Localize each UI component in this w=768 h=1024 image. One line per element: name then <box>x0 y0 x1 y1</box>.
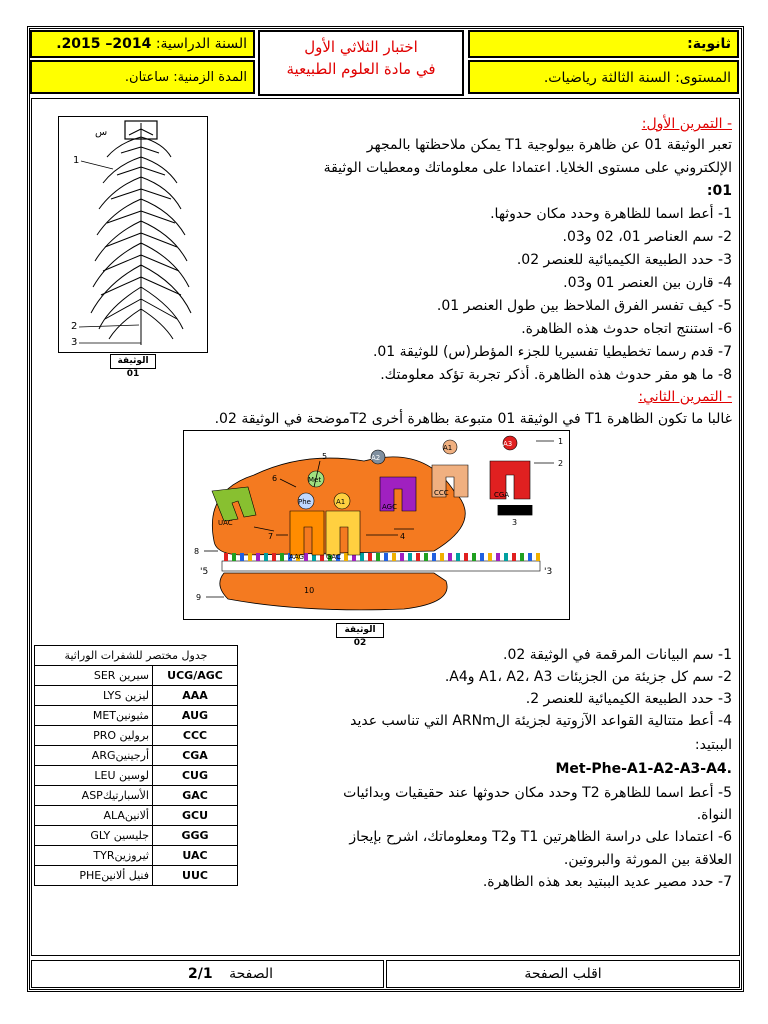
codon-cell: GAC <box>153 786 238 806</box>
duration-box <box>30 60 255 94</box>
amino-acid-cell: سيرين SER <box>35 666 153 686</box>
table-row <box>35 826 238 846</box>
ex1-question-4: 4- قارن بين العنصر 01 و03. <box>563 275 732 291</box>
ex2-question-5: 5- أعط اسما للظاهرة T2 وحدد مكان حدوثها عند حقيقيات وبدائيات <box>343 785 732 801</box>
codon-cell: UUC <box>153 866 238 886</box>
end-5-label: '5 <box>200 567 209 577</box>
duration-label: المدة الزمنية: ساعتان. <box>124 70 247 85</box>
mrna-nucleotide <box>408 553 412 561</box>
ribosome-small-subunit <box>220 573 447 610</box>
amino-acid-cell: ألانينALA <box>35 806 153 826</box>
site-a-aa: A1 <box>336 498 346 506</box>
mrna-nucleotide <box>232 553 236 561</box>
free-trna-3-aa: A2 <box>371 454 381 462</box>
codon-cell: GCU <box>153 806 238 826</box>
free-trna-1-aa: A3 <box>503 440 513 448</box>
table-row <box>35 746 238 766</box>
ex1-question-5: 5- كيف تفسر الفرق الملاحظ بين طول العنصر 01. <box>436 298 732 314</box>
leaving-trna-anticodon: UAC <box>218 519 233 527</box>
amino-acid-cell: لوسين LEU <box>35 766 153 786</box>
mrna-nucleotide <box>456 553 460 561</box>
year-value: 2014– 2015. <box>56 36 152 52</box>
mrna-nucleotide <box>400 553 404 561</box>
exercise-2-intro: غالبا ما تكون الظاهرة T1 في الوثيقة 01 متبوعة بظاهرة أخرى T2موضحة في الوثيقة 02. <box>214 411 732 427</box>
amino-acid-cell: ثيروزينTYR <box>35 846 153 866</box>
translation-diagram <box>184 431 569 619</box>
year-box <box>30 30 255 58</box>
page-value: 2/1 <box>188 966 213 982</box>
exercise-1-intro-2: الإلكتروني على مستوى الخلايا. اعتمادا على معلوماتك ومعطيات الوثيقة <box>323 160 732 176</box>
turn-page-label: اقلب الصفحة <box>524 966 602 982</box>
ex2-question-4: 4- أعط متتالية القواعد الآزوتية لجزيئة الARNm التي تناسب عديد <box>350 713 732 729</box>
mrna-nucleotide <box>240 553 244 561</box>
mrna-nucleotide <box>472 553 476 561</box>
exam-title-line1: اختبار الثلاثي الأول <box>304 38 418 56</box>
exam-title-line2: في مادة العلوم الطبيعية <box>286 60 436 78</box>
table-row <box>35 706 238 726</box>
mrna-strand <box>222 553 540 571</box>
figure-2 <box>183 430 570 620</box>
amino-acid-cell: ليزين LYS <box>35 686 153 706</box>
site-p-anticodon: AAG <box>289 553 305 561</box>
mrna-nucleotide <box>384 553 388 561</box>
level-box <box>468 60 739 94</box>
mrna-nucleotide <box>416 553 420 561</box>
table-row <box>35 806 238 826</box>
table-row <box>35 846 238 866</box>
figure-2-caption: الوثيقة 02 <box>336 623 384 638</box>
mrna-nucleotide <box>392 553 396 561</box>
mrna-nucleotide <box>440 553 444 561</box>
table-title: جدول مختصر للشفرات الوراثية <box>35 646 238 666</box>
table-row <box>35 766 238 786</box>
mrna-nucleotide <box>368 553 372 561</box>
ex1-question-6: 6- استنتج اتجاه حدوث هذه الظاهرة. <box>521 321 732 337</box>
ex1-question-3: 3- حدد الطبيعة الكيميائية للعنصر 02. <box>516 252 732 268</box>
figure-1 <box>58 116 208 353</box>
page-label: الصفحة <box>229 966 273 982</box>
fig1-label-3: 3 <box>71 337 78 348</box>
trna-free-1 <box>490 436 530 499</box>
exercise-2-title: - التمرين الثاني: <box>638 389 732 405</box>
mrna-nucleotide <box>256 553 260 561</box>
fig2-label-6: 6 <box>272 474 278 483</box>
mrna-nucleotide <box>272 553 276 561</box>
ex2-question-2: 2- سم كل جزيئة من الجزيئات A1، A2، A3 وA4. <box>444 669 732 685</box>
free-trna-2-aa: A1 <box>443 444 453 452</box>
mrna-nucleotide <box>464 553 468 561</box>
codon-cell: AAA <box>153 686 238 706</box>
footer-turn-page <box>386 960 740 988</box>
fig2-label-7: 7 <box>268 532 274 541</box>
mrna-nucleotide <box>280 553 284 561</box>
table-header-row <box>35 646 238 666</box>
fig2-label-3: 3 <box>512 518 518 527</box>
fig2-label-2: 2 <box>558 459 564 468</box>
mrna-nucleotide <box>376 553 380 561</box>
free-trna-2-anticodon: CCC <box>434 489 449 497</box>
box-label-s: س <box>95 127 108 138</box>
fig2-label-4: 4 <box>400 532 406 541</box>
ex2-question-4-cont: الببتيد: <box>694 737 732 753</box>
mrna-nucleotide <box>504 553 508 561</box>
mrna-nucleotide <box>480 553 484 561</box>
table-row <box>35 866 238 886</box>
year-label: السنة الدراسية: <box>155 36 247 52</box>
codon-cell: CCC <box>153 726 238 746</box>
ex1-question-7: 7- قدم رسما تخطيطيا تفسيريا للجزء المؤطر(س) للوثيقة 01. <box>372 344 732 360</box>
exercise-1-intro-1: تعبر الوثيقة 01 عن ظاهرة بيولوجية T1 يمكن ملاحظتها بالمجهر <box>366 137 732 153</box>
ex1-question-8: 8- ما هو مقر حدوث هذه الظاهرة. أذكر تجربة تؤكد معلومتك. <box>380 367 732 383</box>
fig2-label-1: 1 <box>558 437 564 446</box>
site-p-aa: Phe <box>298 498 311 506</box>
exam-title <box>258 30 464 96</box>
mrna-nucleotide <box>248 553 252 561</box>
ex2-question-3: 3- حدد الطبيعة الكيميائية للعنصر 2. <box>525 691 732 707</box>
table-row <box>35 786 238 806</box>
amino-acid-cell: برولين PRO <box>35 726 153 746</box>
fig1-label-2: 2 <box>71 321 78 332</box>
end-3-label: '3 <box>544 567 553 577</box>
table-row <box>35 686 238 706</box>
ex2-question-6-cont: العلاقة بين المورثة والبروتين. <box>563 852 732 868</box>
amino-acid-cell: أرجينينARG <box>35 746 153 766</box>
table-row <box>35 726 238 746</box>
mrna-nucleotide <box>536 553 540 561</box>
amino-acid-cell: فنيل ألانينPHE <box>35 866 153 886</box>
codon-cell: UAC <box>153 846 238 866</box>
codon-cell: GGG <box>153 826 238 846</box>
mrna-nucleotide <box>304 553 308 561</box>
fig1-label-1: 1 <box>73 155 80 166</box>
mrna-nucleotide <box>224 553 228 561</box>
mrna-nucleotide <box>496 553 500 561</box>
mrna-nucleotide <box>432 553 436 561</box>
codon-cell: UCG/AGC <box>153 666 238 686</box>
ex1-question-2: 2- سم العناصر 01، 02 و03. <box>562 229 732 245</box>
mrna-nucleotide <box>520 553 524 561</box>
ex1-question-1: 1- أعط اسما للظاهرة وحدد مكان حدوثها. <box>490 206 732 222</box>
site-a-anticodon: GAC <box>326 553 341 561</box>
mrna-nucleotide <box>424 553 428 561</box>
fig2-label-10: 10 <box>304 586 315 595</box>
mrna-nucleotide <box>360 553 364 561</box>
ex2-question-6: 6- اعتمادا على دراسة الظاهرتين T1 وT2 ومعلوماتك، اشرح بإيجاز <box>349 829 732 845</box>
transcription-tree-diagram <box>59 117 207 352</box>
exercise-1-title: - التمرين الأول: <box>641 116 732 132</box>
footer-page-number <box>31 960 384 988</box>
mrna-nucleotide <box>448 553 452 561</box>
table-row <box>35 666 238 686</box>
fig2-label-8: 8 <box>194 547 200 556</box>
ex2-question-7: 7- حدد مصير عديد الببتيد بعد هذه الظاهرة. <box>482 874 732 890</box>
school-label: ثانوية: <box>687 36 731 52</box>
figure-1-caption: الوثيقة 01 <box>110 354 156 369</box>
ex2-question-5-cont: النواة. <box>696 807 732 823</box>
codon-cell: CUG <box>153 766 238 786</box>
met-label: Met <box>308 476 322 484</box>
fig2-label-5: 5 <box>322 452 328 461</box>
amino-acid-cell: مثيونينMET <box>35 706 153 726</box>
mrna-nucleotide <box>512 553 516 561</box>
exercise-1-intro-3: 01: <box>706 183 732 199</box>
free-trna-3-anticodon: AGC <box>382 503 397 511</box>
codon-cell: AUG <box>153 706 238 726</box>
mrna-nucleotide <box>344 553 348 561</box>
school-box <box>468 30 739 58</box>
peptide-sequence: Met-Phe-A1-A2-A3-A4. <box>555 761 732 777</box>
fig2-label-9: 9 <box>196 593 202 602</box>
mrna-nucleotide <box>488 553 492 561</box>
amino-acid-cell: الأسبارتيكASP <box>35 786 153 806</box>
amino-acid-cell: جليسين GLY <box>35 826 153 846</box>
level-label: المستوى: السنة الثالثة رياضيات. <box>543 70 731 86</box>
mrna-nucleotide <box>264 553 268 561</box>
ex2-question-1: 1- سم البيانات المرقمة في الوثيقة 02. <box>503 647 732 663</box>
genetic-code-table <box>34 645 238 886</box>
free-trna-1-anticodon: CGA <box>494 491 510 499</box>
codon-cell: CGA <box>153 746 238 766</box>
mrna-nucleotide <box>528 553 532 561</box>
